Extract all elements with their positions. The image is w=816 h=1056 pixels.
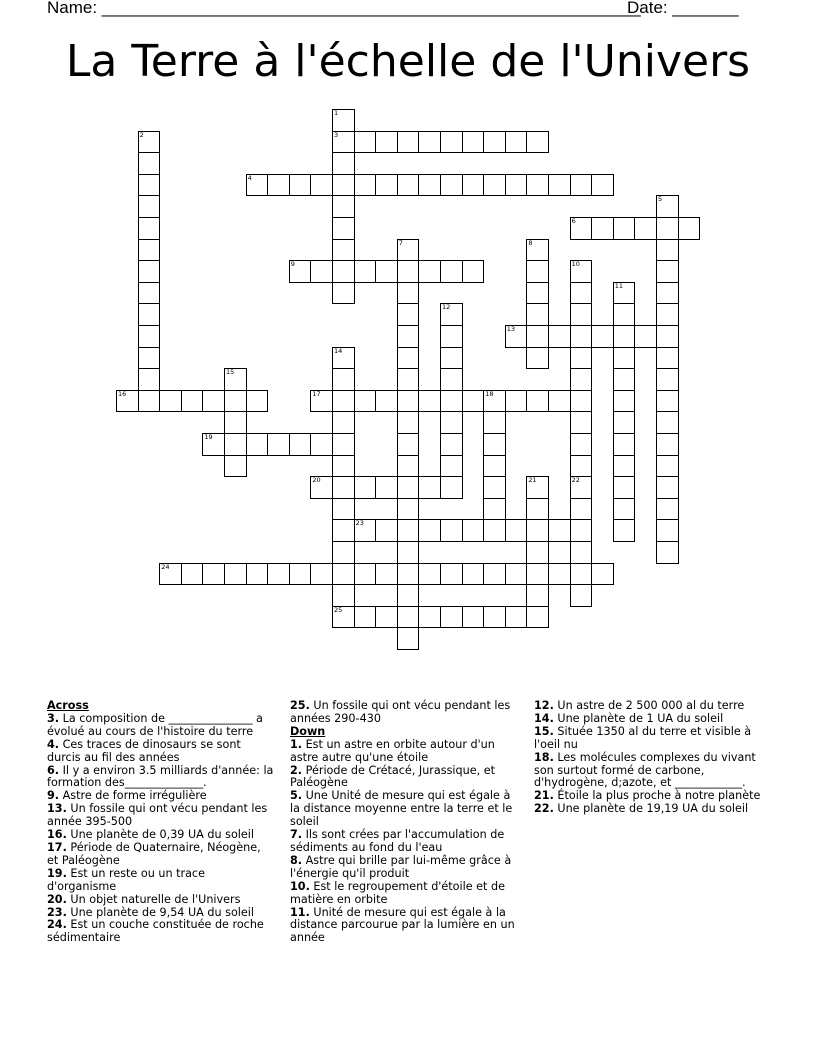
clues-column-3	[534, 700, 766, 816]
crossword-cell[interactable]	[310, 563, 333, 586]
crossword-cell[interactable]	[375, 476, 398, 499]
crossword-cell[interactable]	[570, 476, 593, 499]
crossword-cell[interactable]	[397, 131, 420, 154]
crossword-cell[interactable]	[440, 411, 463, 434]
crossword-cell[interactable]	[656, 325, 679, 348]
crossword-cell[interactable]	[526, 563, 549, 586]
crossword-cell[interactable]	[483, 174, 506, 197]
crossword-cell[interactable]	[397, 174, 420, 197]
clues-column-2	[290, 700, 522, 945]
crossword-cell[interactable]	[332, 541, 355, 564]
across-clue: 24. Est un couche constituée de roche sédimentaire	[47, 918, 264, 945]
crossword-cell[interactable]	[570, 368, 593, 391]
crossword-cell[interactable]	[332, 584, 355, 607]
crossword-cell[interactable]	[138, 347, 161, 370]
crossword-cell[interactable]	[656, 390, 679, 413]
crossword-cell[interactable]	[418, 260, 441, 283]
crossword-cell[interactable]	[656, 303, 679, 326]
cell-number: 19	[204, 433, 213, 441]
cell-number: 15	[226, 368, 235, 377]
crossword-cell[interactable]	[440, 325, 463, 348]
crossword-cell[interactable]	[570, 498, 593, 521]
crossword-cell[interactable]	[418, 131, 441, 154]
crossword-cell[interactable]	[354, 174, 377, 197]
crossword-cell[interactable]	[526, 303, 549, 326]
crossword-cell[interactable]	[418, 563, 441, 586]
across-clue: 4. Ces traces de dinosaurs se sont durcis au fil des années	[47, 737, 241, 764]
crossword-cell[interactable]	[440, 390, 463, 413]
cell-number: 12	[442, 303, 451, 312]
crossword-cell[interactable]	[505, 606, 528, 629]
crossword-cell[interactable]	[224, 368, 247, 391]
crossword-cell[interactable]	[526, 498, 549, 521]
crossword-cell[interactable]	[526, 282, 549, 305]
crossword-cell[interactable]	[440, 260, 463, 283]
crossword-cell[interactable]	[246, 174, 269, 197]
cell-number: 5	[658, 195, 663, 204]
crossword-cell[interactable]	[505, 390, 528, 413]
crossword-cell[interactable]	[440, 303, 463, 326]
crossword-cell[interactable]	[505, 563, 528, 586]
crossword-cell[interactable]	[462, 260, 485, 283]
crossword-cell[interactable]	[375, 131, 398, 154]
crossword-cell[interactable]	[548, 325, 571, 348]
crossword-cell[interactable]	[202, 433, 225, 456]
crossword-cell[interactable]	[138, 390, 161, 413]
crossword-cell[interactable]	[462, 519, 485, 542]
crossword-cell[interactable]	[224, 563, 247, 586]
crossword-cell[interactable]	[332, 131, 355, 154]
crossword-cell[interactable]	[570, 260, 593, 283]
cell-number: 14	[334, 346, 343, 355]
crossword-cell[interactable]	[397, 260, 420, 283]
crossword-cell[interactable]	[613, 217, 636, 240]
crossword-cell[interactable]	[505, 325, 528, 348]
crossword-cell[interactable]	[591, 563, 614, 586]
crossword-cell[interactable]	[397, 627, 420, 650]
crossword-cell[interactable]	[267, 174, 290, 197]
crossword-cell[interactable]	[138, 195, 161, 218]
cell-number: 16	[118, 389, 127, 398]
crossword-cell[interactable]	[505, 174, 528, 197]
crossword-cell[interactable]	[181, 563, 204, 586]
crossword-cell[interactable]	[570, 541, 593, 564]
crossword-cell[interactable]	[656, 498, 679, 521]
crossword-cell[interactable]	[526, 174, 549, 197]
down-clue: 8. Astre qui brille par lui-même grâce à l'énergie qu'il produit	[290, 853, 512, 880]
crossword-cell[interactable]	[116, 390, 139, 413]
crossword-cell[interactable]	[397, 433, 420, 456]
crossword-cell[interactable]	[397, 239, 420, 262]
down-clue: 12. Un astre de 2 500 000 al du terre	[534, 699, 745, 712]
crossword-cell[interactable]	[332, 347, 355, 370]
crossword-cell[interactable]	[418, 390, 441, 413]
crossword-cell[interactable]	[570, 347, 593, 370]
crossword-cell[interactable]	[462, 131, 485, 154]
crossword-cell[interactable]	[224, 433, 247, 456]
crossword-cell[interactable]	[570, 455, 593, 478]
crossword-cell[interactable]	[332, 519, 355, 542]
down-clue: 7. Ils sont crées par l'accumulation de sédiments au fond du l'eau	[290, 828, 505, 854]
crossword-cell[interactable]	[289, 174, 312, 197]
crossword-cell[interactable]	[440, 347, 463, 370]
cell-number: 13	[506, 325, 516, 333]
crossword-cell[interactable]	[656, 368, 679, 391]
crossword-cell[interactable]	[397, 303, 420, 326]
crossword-cell[interactable]	[418, 606, 441, 629]
crossword-cell[interactable]	[613, 455, 636, 478]
crossword-cell[interactable]	[397, 411, 420, 434]
crossword-cell[interactable]	[570, 563, 593, 586]
crossword-cell[interactable]	[375, 519, 398, 542]
across-clue: 23. Une planète de 9,54 UA du soleil	[47, 905, 255, 919]
crossword-cell[interactable]	[397, 368, 420, 391]
crossword-cell[interactable]	[332, 174, 355, 197]
crossword-cell[interactable]	[354, 390, 377, 413]
crossword-cell[interactable]	[354, 563, 377, 586]
crossword-cell[interactable]	[332, 411, 355, 434]
across-clue: 13. Un fossile qui ont vécu pendant les année 395-500	[47, 802, 268, 829]
crossword-cell[interactable]	[505, 131, 528, 154]
crossword-cell[interactable]	[332, 217, 355, 240]
crossword-cell[interactable]	[375, 260, 398, 283]
across-clue: 17. Période de Quaternaire, Néogène, et Paléogène	[47, 840, 261, 867]
crossword-cell[interactable]	[289, 563, 312, 586]
crossword-cell[interactable]	[656, 347, 679, 370]
crossword-cell[interactable]	[462, 174, 485, 197]
cell-number: 11	[614, 281, 624, 290]
crossword-cell[interactable]	[202, 563, 225, 586]
crossword-cell[interactable]	[462, 606, 485, 629]
crossword-cell[interactable]	[418, 519, 441, 542]
crossword-cell[interactable]	[332, 152, 355, 175]
crossword-cell[interactable]	[526, 347, 549, 370]
crossword-cell[interactable]	[332, 109, 355, 132]
crossword-cell[interactable]	[483, 476, 506, 499]
crossword-cell[interactable]	[289, 433, 312, 456]
crossword-cell[interactable]	[246, 390, 269, 413]
crossword-cell[interactable]	[483, 519, 506, 542]
across-clue: 25. Un fossile qui ont vécu pendant les années 290-430	[290, 699, 511, 725]
across-clue: 19. Est un reste ou un trace d'organisme	[47, 866, 205, 893]
crossword-cell[interactable]	[138, 152, 161, 175]
crossword-cell[interactable]	[440, 476, 463, 499]
crossword-cell[interactable]	[332, 433, 355, 456]
crossword-cell[interactable]	[332, 476, 355, 499]
cell-number: 23	[355, 519, 364, 528]
crossword-cell[interactable]	[613, 303, 636, 326]
down-clue: 5. Une Unité de mesure qui est égale à la distance moyenne entre la terre et le soleil	[290, 789, 513, 829]
down-clue: 11. Unité de mesure qui est égale à la distance parcourue par la lumière en un année	[290, 905, 515, 945]
down-clue: 18. Les molécules complexes du vivant son surtout formé de carbone, d'hydrogène, d;azote, et ____________.	[534, 750, 756, 790]
crossword-cell[interactable]	[526, 584, 549, 607]
crossword-cell[interactable]	[483, 131, 506, 154]
crossword-cell[interactable]	[613, 433, 636, 456]
crossword-cell[interactable]	[332, 498, 355, 521]
crossword-cell[interactable]	[397, 476, 420, 499]
down-clue: 1. Est un astre en orbite autour d'un astre autre qu'une étoile	[290, 737, 495, 764]
crossword-cell[interactable]	[397, 282, 420, 305]
crossword-cell[interactable]	[613, 411, 636, 434]
crossword-cell[interactable]	[375, 174, 398, 197]
cell-number: 3	[334, 130, 339, 139]
crossword-cell[interactable]	[656, 195, 679, 218]
crossword-cell[interactable]	[332, 368, 355, 391]
crossword-cell[interactable]	[570, 584, 593, 607]
crossword-cell[interactable]	[548, 563, 571, 586]
crossword-cell[interactable]	[526, 239, 549, 262]
crossword-cell[interactable]	[310, 433, 333, 456]
down-clue: 15. Située 1350 al du terre et visible à l'oeil nu	[534, 724, 752, 751]
cell-number: 22	[571, 476, 580, 485]
down-heading: Down	[290, 724, 326, 738]
crossword-cell[interactable]	[526, 131, 549, 154]
crossword-cell[interactable]	[440, 368, 463, 391]
crossword-cell[interactable]	[526, 476, 549, 499]
crossword-cell[interactable]	[267, 433, 290, 456]
crossword-cell[interactable]	[591, 325, 614, 348]
crossword-cell[interactable]	[138, 303, 161, 326]
crossword-cell[interactable]	[397, 606, 420, 629]
crossword-cell[interactable]	[440, 563, 463, 586]
crossword-cell[interactable]	[483, 606, 506, 629]
crossword-cell[interactable]	[354, 476, 377, 499]
crossword-cell[interactable]	[440, 174, 463, 197]
cell-number: 6	[571, 217, 576, 225]
crossword-cell[interactable]	[246, 433, 269, 456]
crossword-cell[interactable]	[138, 325, 161, 348]
crossword-cell[interactable]	[354, 260, 377, 283]
crossword-cell[interactable]	[656, 260, 679, 283]
cell-number: 7	[398, 238, 403, 247]
crossword-cell[interactable]	[397, 347, 420, 370]
cell-number: 18	[485, 389, 494, 398]
crossword-cell[interactable]	[354, 131, 377, 154]
crossword-cell[interactable]	[548, 519, 571, 542]
crossword-cell[interactable]	[332, 563, 355, 586]
across-clue: 9. Astre de forme irrégulière	[47, 789, 207, 803]
crossword-cell[interactable]	[440, 131, 463, 154]
crossword-cell[interactable]	[310, 260, 333, 283]
crossword-cell[interactable]	[483, 498, 506, 521]
crossword-cell[interactable]	[526, 606, 549, 629]
crossword-cell[interactable]	[332, 260, 355, 283]
crossword-cell[interactable]	[570, 325, 593, 348]
crossword-cell[interactable]	[224, 455, 247, 478]
crossword-cell[interactable]	[656, 282, 679, 305]
down-clue: 22. Une planète de 19,19 UA du soleil	[534, 802, 749, 816]
crossword-cell[interactable]	[656, 476, 679, 499]
crossword-cell[interactable]	[332, 390, 355, 413]
crossword-cell[interactable]	[656, 411, 679, 434]
crossword-cell[interactable]	[332, 239, 355, 262]
crossword-cell[interactable]	[526, 390, 549, 413]
crossword-cell[interactable]	[397, 455, 420, 478]
crossword-cell[interactable]	[656, 217, 679, 240]
crossword-cell[interactable]	[483, 563, 506, 586]
crossword-cell[interactable]	[656, 433, 679, 456]
crossword-cell[interactable]	[138, 239, 161, 262]
crossword-cell[interactable]	[397, 498, 420, 521]
crossword-cell[interactable]	[613, 347, 636, 370]
cell-number: 2	[139, 130, 144, 139]
down-clue: 10. Est le regroupement d'étoile et de matière en orbite	[290, 879, 505, 906]
crossword-cell[interactable]	[310, 390, 333, 413]
cell-number: 20	[312, 476, 321, 485]
crossword-cell[interactable]	[634, 217, 657, 240]
crossword-cell[interactable]	[656, 541, 679, 564]
crossword-cell[interactable]	[138, 260, 161, 283]
crossword-cell[interactable]	[591, 174, 614, 197]
cell-number: 1	[334, 109, 339, 117]
crossword-cell[interactable]	[332, 606, 355, 629]
crossword-cell[interactable]	[656, 519, 679, 542]
crossword-cell[interactable]	[613, 325, 636, 348]
crossword-cell[interactable]	[224, 390, 247, 413]
crossword-cell[interactable]	[397, 584, 420, 607]
date-field[interactable]: Date: _______	[627, 0, 739, 17]
crossword-cell[interactable]	[462, 563, 485, 586]
crossword-cell[interactable]	[310, 476, 333, 499]
crossword-cell[interactable]	[138, 368, 161, 391]
crossword-cell[interactable]	[354, 519, 377, 542]
crossword-cell[interactable]	[570, 217, 593, 240]
across-clue: 3. La composition de _______________ a évolué au cours de l'histoire du terre	[47, 711, 263, 738]
crossword-cell[interactable]	[375, 390, 398, 413]
down-clue: 2. Période de Crétacé, Jurassique, et Paléogène	[290, 763, 495, 790]
cell-number: 24	[161, 562, 170, 571]
crossword-cell[interactable]	[613, 476, 636, 499]
crossword-cell[interactable]	[440, 433, 463, 456]
crossword-cell[interactable]	[548, 174, 571, 197]
crossword-cell[interactable]	[613, 390, 636, 413]
crossword-cell[interactable]	[332, 455, 355, 478]
crossword-cell[interactable]	[570, 390, 593, 413]
crossword-cell[interactable]	[462, 390, 485, 413]
crossword-cell[interactable]	[159, 390, 182, 413]
crossword-cell[interactable]	[418, 476, 441, 499]
crossword-cell[interactable]	[246, 563, 269, 586]
crossword-cell[interactable]	[678, 217, 701, 240]
cell-number: 21	[528, 476, 537, 485]
crossword-cell[interactable]	[267, 563, 290, 586]
down-clue: 21. Étoile la plus proche à notre planète	[534, 789, 761, 803]
crossword-cell[interactable]	[397, 541, 420, 564]
crossword-cell[interactable]	[570, 411, 593, 434]
crossword-cell[interactable]	[440, 455, 463, 478]
crossword-cell[interactable]	[138, 282, 161, 305]
page-title: La Terre à l'échelle de l'Univers	[65, 36, 751, 87]
crossword-cell[interactable]	[526, 260, 549, 283]
crossword-cell[interactable]	[310, 174, 333, 197]
crossword-cell[interactable]	[570, 282, 593, 305]
crossword-cell[interactable]	[656, 239, 679, 262]
crossword-cell[interactable]	[570, 174, 593, 197]
crossword-cell[interactable]	[613, 498, 636, 521]
crossword-cell[interactable]	[570, 303, 593, 326]
across-clue: 6. Il y a environ 3.5 milliards d'année: la formation des______________.	[47, 763, 274, 790]
crossword-cell[interactable]	[656, 455, 679, 478]
crossword-cell[interactable]	[138, 131, 161, 154]
cell-number: 8	[528, 238, 533, 247]
across-heading: Across	[47, 699, 89, 712]
crossword-cell[interactable]	[526, 541, 549, 564]
crossword-cell[interactable]	[505, 519, 528, 542]
crossword-cell[interactable]	[526, 325, 549, 348]
down-clue: 14. Une planète de 1 UA du soleil	[534, 711, 724, 725]
crossword-cell[interactable]	[526, 519, 549, 542]
name-field[interactable]: Name: _________________________________________________________	[47, 0, 641, 17]
crossword-cell[interactable]	[570, 519, 593, 542]
crossword-cell[interactable]	[483, 411, 506, 434]
across-clue: 20. Un objet naturelle de l'Univers	[47, 892, 241, 906]
crossword-cell[interactable]	[202, 390, 225, 413]
crossword-cell[interactable]	[375, 563, 398, 586]
crossword-cell[interactable]	[483, 433, 506, 456]
crossword-cell[interactable]	[397, 325, 420, 348]
crossword-cell[interactable]	[375, 606, 398, 629]
crossword-cell[interactable]	[332, 195, 355, 218]
crossword-cell[interactable]	[289, 260, 312, 283]
crossword-cell[interactable]	[548, 390, 571, 413]
crossword-cell[interactable]	[224, 411, 247, 434]
crossword-cell[interactable]	[397, 563, 420, 586]
crossword-cell[interactable]	[397, 519, 420, 542]
crossword-cell[interactable]	[483, 390, 506, 413]
across-clue: 16. Une planète de 0,39 UA du soleil	[47, 828, 255, 842]
crossword-cell[interactable]	[591, 217, 614, 240]
crossword-cell[interactable]	[181, 390, 204, 413]
crossword-cell[interactable]	[354, 606, 377, 629]
crossword-cell[interactable]	[613, 282, 636, 305]
crossword-cell[interactable]	[570, 433, 593, 456]
clues-column-1	[47, 700, 275, 945]
crossword-cell[interactable]	[440, 519, 463, 542]
crossword-cell[interactable]	[138, 217, 161, 240]
cell-number: 4	[247, 173, 252, 182]
crossword-cell[interactable]	[138, 174, 161, 197]
crossword-cell[interactable]	[634, 325, 657, 348]
crossword-cell[interactable]	[440, 606, 463, 629]
crossword-cell[interactable]	[418, 174, 441, 197]
cell-number: 9	[290, 260, 295, 269]
cell-number: 17	[312, 389, 321, 398]
cell-number: 25	[334, 605, 343, 614]
crossword-cell[interactable]	[613, 519, 636, 542]
cell-number: 10	[571, 260, 580, 269]
crossword-cell[interactable]	[397, 390, 420, 413]
crossword-cell[interactable]	[159, 563, 182, 586]
crossword-cell[interactable]	[613, 368, 636, 391]
crossword-cell[interactable]	[483, 455, 506, 478]
crossword-cell[interactable]	[332, 282, 355, 305]
